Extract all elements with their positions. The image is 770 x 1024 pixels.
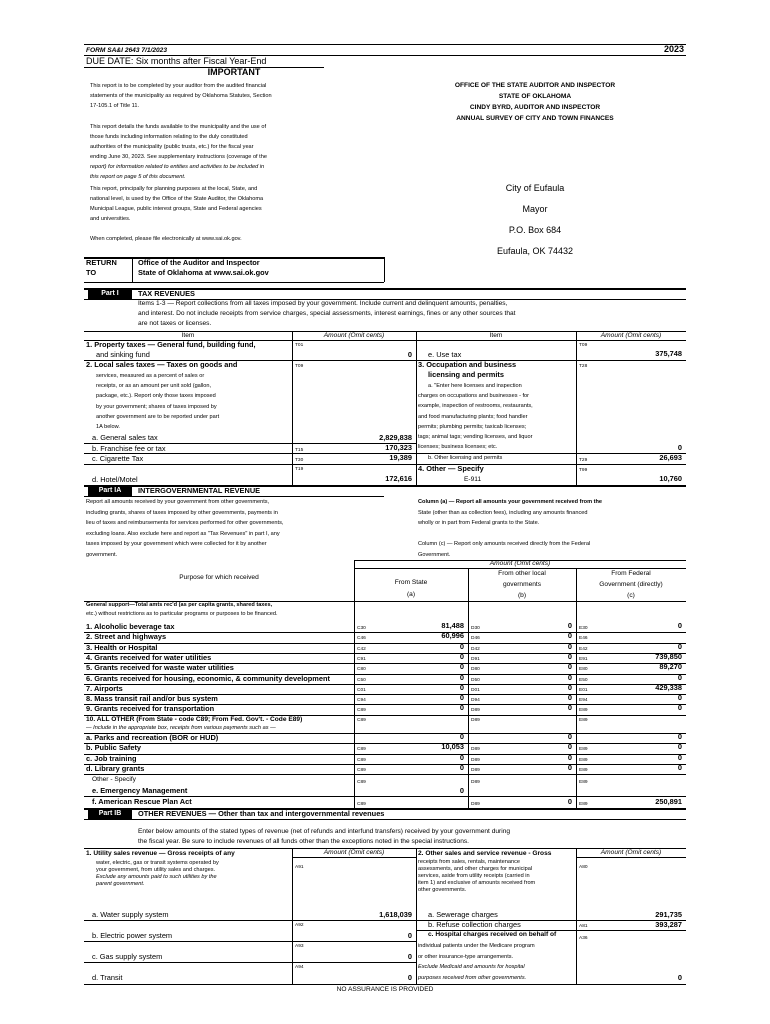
row-label: 9. Grants received for transportation — [86, 704, 215, 714]
value-refuse: 393,287 — [655, 920, 682, 929]
part-i-intro: Items 1-3 — Report collections from all taxes imposed by your government. Include current and delinquent amounts, penalties, and interest. Do not include receipts from service charges, special assessments, interest earnings, fines or any other sources that are not taxes or licenses. — [138, 300, 516, 327]
code-t19: T19 — [295, 467, 304, 472]
row-code-a: C89 — [357, 757, 366, 763]
row-code-a: C01 — [357, 687, 366, 693]
row-code-a: C89 — [357, 767, 366, 773]
occupation-desc: a. "Enter here licenses and inspection — [428, 383, 522, 389]
col-c-header: From Federal Government (directly) (c) — [599, 570, 663, 599]
row-code-c: E30 — [579, 626, 588, 631]
sewerage-charges: a. Sewerage charges — [428, 910, 498, 919]
row-value-c: 739,850 — [655, 651, 682, 661]
part-ia-title: INTERGOVERNMENTAL REVENUE — [138, 486, 261, 495]
water-supply: a. Water supply system — [92, 910, 169, 919]
electric-power: b. Electric power system — [92, 931, 173, 940]
row-code-b: D30 — [471, 626, 480, 631]
other-licensing: b. Other licensing and permits — [428, 455, 503, 461]
row-label: a. Parks and recreation (BOR or HUD) — [86, 733, 219, 742]
row-code-b: D46 — [471, 636, 480, 642]
row-code-a: C89 — [357, 708, 366, 714]
important-paragraph-2: This report details the funds available to the municipality and the use of those funds including information relating to the duly constituted authorities of the municipality (public trusts, etc.) for the fiscal year ending June 30, 2023. See supplementary instructions (coverage of the report) for information related to entities and activities to be included in this report on page 5 of this document. — [90, 124, 267, 180]
row-value-b: 0 — [567, 631, 572, 641]
row-value-a: 0 — [459, 693, 464, 703]
hospital-desc: individual patients under the Medicare program or other insurance-type arrangements. Exclude Medicaid and amounts for hospital purposes received from other governments. — [418, 943, 535, 981]
col-a-header: From State (a) — [394, 579, 428, 598]
property-taxes: 1. Property taxes — General fund, building fund, — [86, 340, 256, 349]
due-date: DUE DATE: Six months after Fiscal Year-End — [86, 56, 267, 66]
row-value-a: 60,996 — [441, 631, 464, 641]
row-code-a: C80 — [357, 667, 366, 673]
row-label: d. Library grants — [86, 763, 145, 773]
row-value-a: 0 — [459, 641, 464, 651]
local-sales-desc: services, measured as a percent of sales or receipts, or as an amount per unit sold (gallon, package, etc.). Report only those taxes imposed by your government; shares of taxes imposed by another government are to be reported under part 1A below. — [96, 373, 220, 431]
row-code-b: D91 — [471, 656, 480, 662]
row-code-b: D89 — [471, 708, 480, 714]
row-value-b: 0 — [567, 672, 572, 682]
footer-disclaimer: NO ASSURANCE IS PROVIDED — [336, 986, 434, 993]
row-value-a: 0 — [459, 682, 464, 692]
row-code-a: C89 — [357, 747, 366, 753]
hotel-motel-tax: d. Hotel/Motel — [92, 475, 138, 484]
code-t28: T28 — [579, 364, 588, 369]
value-emergency-management: 0 — [459, 786, 464, 795]
ib-amount-header: Amount (Omit cents) — [323, 849, 385, 856]
column-a-instructions: Column (a) — Report all amounts your government received from the State (other than as collection fees), including any amounts financed wholly or in part from Federal grants to the State. — [418, 499, 603, 527]
row-value-c: 89,270 — [659, 662, 682, 672]
row-value-c: 0 — [677, 703, 682, 713]
form-id: FORM SA&I 2643 7/1/2023 — [86, 47, 167, 54]
important-paragraph-3: This report, principally for planning purposes at the local, State, and national level, is used by the Office of the State Auditor, the Oklahoma Municipal League, public interest groups, State and Federal agencies and universities. — [90, 186, 264, 222]
value-occupation-licenses: 0 — [677, 443, 682, 452]
row-code-c: E42 — [579, 646, 588, 652]
value-general-sales-tax: 2,829,838 — [379, 433, 412, 442]
important-paragraph-4: When completed, please file electronically at www.sai.ok.gov. — [90, 236, 242, 242]
row-value-b: 0 — [567, 752, 572, 762]
ib-amount-header-2: Amount (Omit cents) — [600, 849, 662, 856]
row-value-b: 0 — [567, 621, 572, 630]
value-other-licensing: 26,693 — [659, 453, 682, 462]
value-property-taxes: 0 — [407, 350, 412, 359]
amount-header: Amount (Omit cents) — [489, 560, 551, 567]
row-value-a: 81,488 — [441, 621, 464, 630]
form-year: 2023 — [663, 44, 684, 54]
row-label: 1. Alcoholic beverage tax — [86, 622, 175, 631]
code-arp-c: E89 — [579, 802, 588, 807]
row-value-c: 0 — [677, 641, 682, 651]
gas-supply: c. Gas supply system — [92, 952, 163, 961]
row-label: 5. Grants received for waste water utilities — [86, 663, 234, 673]
row-code-a: C30 — [357, 626, 366, 631]
code-t29: T29 — [579, 458, 588, 463]
value-use-tax: 375,748 — [655, 349, 682, 358]
row-value-c: 0 — [677, 672, 682, 682]
row-label: 3. Health or Hospital — [86, 642, 158, 652]
property-taxes-2: and sinking fund — [96, 350, 150, 359]
row-label: 2. Street and highways — [86, 632, 167, 642]
row-label: 4. Grants received for water utilities — [86, 652, 212, 662]
other-specify: 4. Other — Specify — [418, 464, 484, 473]
row-value-b: 0 — [567, 762, 572, 772]
code-a92: A92 — [295, 923, 304, 928]
row-value-a: 10,053 — [441, 742, 464, 752]
row-code-c: E91 — [579, 656, 588, 662]
cigarette-tax: c. Cigarette Tax — [92, 454, 144, 463]
row-code-c: E89 — [579, 747, 588, 753]
code-other-a: C89 — [357, 780, 366, 785]
row-value-c: 0 — [677, 621, 682, 630]
row-code-a: C50 — [357, 677, 366, 683]
value-hotel-motel-tax: 172,616 — [385, 474, 412, 483]
value-sewerage: 291,735 — [655, 910, 682, 919]
row-code-c: E01 — [579, 687, 588, 693]
row-label: c. Job training — [86, 753, 137, 763]
all-other-label: 10. ALL OTHER (From State - code C89; From Fed. Gov't. - Code E89) — [86, 716, 303, 723]
value-hospital: 0 — [677, 973, 682, 982]
american-rescue-plan: f. American Rescue Plan Act — [92, 797, 192, 806]
code-all-other-c: E89 — [579, 718, 588, 723]
part-ib-intro: Enter below amounts of the stated types of revenue (net of refunds and interfund transfers) received by your government during the fiscal year. Be sure to include revenues of all funds other than the exceptions noted in the special instructions. — [138, 828, 511, 845]
row-value-a: 0 — [459, 672, 464, 682]
survey-form-page — [84, 44, 686, 1010]
row-divider — [84, 715, 686, 716]
other-specify-label: Other - Specify — [92, 776, 136, 783]
value-arp-b: 0 — [567, 797, 572, 806]
row-value-a: 0 — [459, 651, 464, 661]
part-ib-title: OTHER REVENUES — Other than tax and intergovernmental revenues — [138, 809, 385, 818]
code-t09-use: T09 — [579, 343, 588, 348]
code-a93: A93 — [295, 944, 304, 949]
code-arp-a: C89 — [357, 802, 366, 807]
part-i-title: TAX REVENUES — [138, 289, 195, 298]
code-a36: A36 — [579, 936, 588, 941]
row-code-a: C46 — [357, 636, 366, 642]
utility-sales-desc: 1. Utility sales revenue — Gross receipts of any water, electric, gas or transit systems operated by your government, from utility sales and charges. Exclude any amounts paid to such utilities by the parent government. — [86, 850, 235, 887]
value-electric-power: 0 — [407, 931, 412, 940]
purpose-header: Purpose for which received — [179, 574, 259, 581]
col-item-header: Item — [181, 332, 195, 339]
row-label: 6. Grants received for housing, economic, & community development — [86, 673, 330, 683]
value-other-tax: 10,760 — [659, 474, 682, 483]
other-sales-desc: 2. Other sales and service revenue - Gross receipts from sales, rentals, maintenance assessments, and other charges for municipal services, aside from utility receipts (carried in item 1) and exclusive of amounts received from other governments. — [418, 850, 552, 894]
row-code-c: E89 — [579, 757, 588, 763]
general-sales-tax: a. General sales tax — [92, 433, 158, 442]
column-c-instructions: Column (c) — Report only amounts received directly from the Federal Government. — [418, 541, 591, 558]
row-value-b: 0 — [567, 742, 572, 752]
code-all-other-a: C89 — [357, 718, 366, 723]
row-value-b: 0 — [567, 651, 572, 661]
part-ia-label: Part IA — [88, 486, 132, 496]
row-code-b: D89 — [471, 747, 480, 753]
row-value-c: 0 — [677, 762, 682, 772]
row-code-b: D50 — [471, 677, 480, 683]
row-label: 7. Airports — [86, 683, 123, 693]
row-value-b: 0 — [567, 682, 572, 692]
code-a94: A94 — [295, 965, 304, 970]
mailing-address: City of Eufaula Mayor P.O. Box 684 Eufaula, OK 74432 — [496, 183, 574, 256]
col-item-header-2: Item — [489, 332, 503, 339]
all-other-note: — Include in the appropriate box, receipts from various payments such as — — [86, 725, 276, 731]
row-code-c: E89 — [579, 708, 588, 714]
col-amount-header: Amount (Omit cents) — [323, 332, 385, 339]
row-value-a: 0 — [459, 732, 464, 741]
return-to-label: RETURN TO — [86, 258, 117, 277]
col-b-header: From other local governments (b) — [498, 570, 546, 599]
code-t01: T01 — [295, 343, 304, 348]
occupation-desc-2: charges on occupations and businesses - for example, inspection of restrooms, restaurants, and food manufacturing plants; food handler permits; plumbing permits; taxicab licenses; tags; animal tags; vending licenses, and liquor licenses; business licenses; etc. — [418, 393, 533, 451]
row-value-a: 0 — [459, 703, 464, 713]
row-code-c: E89 — [579, 767, 588, 773]
code-arp-b: D89 — [471, 802, 480, 807]
general-support: General support—Total amts rec'd (as per capita grants, shared taxes, etc.) without restrictions as to particular programs or purposes to be financed. — [86, 602, 278, 617]
occupation-licensing: 3. Occupation and business — [418, 360, 517, 369]
row-value-c: 0 — [677, 732, 682, 741]
row-value-c: 0 — [677, 693, 682, 703]
row-value-c: 0 — [677, 742, 682, 752]
part-ib-label: Part IB — [88, 809, 132, 819]
row-code-a: C91 — [357, 656, 366, 662]
refuse-collection: b. Refuse collection charges — [428, 920, 521, 929]
row-value-b: 0 — [567, 693, 572, 703]
occupation-licensing-2: licensing and permits — [428, 370, 504, 379]
code-t99: T99 — [579, 468, 588, 473]
use-tax: e. Use tax — [428, 350, 462, 359]
part-ia-instructions: Report all amounts received by your government from other governments, including grants, shares of taxes imposed by other governments, payments in lieu of taxes and reimbursements for services performed for other governments, excluding loans. Also exclude here and report as "Tax Revenues" in part I, any taxes imposed by your government which were collected for it by another government. — [86, 499, 284, 558]
row-code-a: C42 — [357, 646, 366, 652]
row-value-a: 0 — [459, 752, 464, 762]
code-t09: T09 — [295, 364, 304, 369]
row-label: b. Public Safety — [86, 743, 142, 753]
row-value-b: 0 — [567, 703, 572, 713]
row-code-b: D94 — [471, 698, 480, 704]
row-code-b: D89 — [471, 767, 480, 773]
row-value-a: 0 — [459, 662, 464, 672]
code-a81: A81 — [579, 924, 588, 929]
value-cigarette-tax: 19,389 — [389, 453, 412, 462]
col-amount-header-2: Amount (Omit cents) — [600, 332, 662, 339]
code-other-b: D89 — [471, 780, 480, 785]
row-code-c: E50 — [579, 677, 588, 683]
franchise-fee: b. Franchise fee or tax — [92, 444, 166, 453]
hospital-charges: c. Hospital charges received on behalf of — [428, 931, 557, 938]
row-code-b: D01 — [471, 687, 480, 693]
row-value-b: 0 — [567, 662, 572, 672]
code-a80: A80 — [579, 865, 588, 870]
row-code-c: E80 — [579, 667, 588, 673]
row-code-c: E94 — [579, 698, 588, 704]
code-all-other-b: D89 — [471, 718, 480, 723]
code-other-c: E89 — [579, 780, 588, 785]
value-transit: 0 — [407, 973, 412, 982]
important-paragraph-1: This report is to be completed by your auditor from the audited financial statements of the municipality as required by Oklahoma Statutes, Section 17-105.1 of Title 11. — [90, 83, 272, 109]
important-heading: IMPORTANT — [207, 67, 261, 77]
return-to-address: Office of the Auditor and Inspector State of Oklahoma at www.sai.ok.gov — [138, 258, 269, 277]
row-value-c: 429,338 — [655, 682, 682, 692]
row-value-b: 0 — [567, 641, 572, 651]
code-t15: T15 — [295, 448, 304, 453]
row-code-b: D42 — [471, 646, 480, 652]
row-code-b: D89 — [471, 757, 480, 763]
row-code-c: E46 — [579, 636, 588, 642]
row-value-a: 0 — [459, 762, 464, 772]
row-code-a: C94 — [357, 698, 366, 704]
value-gas-supply: 0 — [407, 952, 412, 961]
value-water-supply: 1,618,039 — [379, 910, 412, 919]
value-arp-c: 250,891 — [655, 797, 682, 806]
row-code-b: D80 — [471, 667, 480, 673]
local-sales-taxes: 2. Local sales taxes — Taxes on goods and — [86, 360, 238, 369]
code-t30: T30 — [295, 458, 304, 463]
code-a91: A91 — [295, 865, 304, 870]
row-divider — [84, 774, 686, 775]
office-heading: OFFICE OF THE STATE AUDITOR AND INSPECTOR STATE OF OKLAHOMA CINDY BYRD, AUDITOR AND INSPECTOR ANNUAL SURVEY OF CITY AND TOWN FINANCES — [454, 82, 616, 122]
row-value-b: 0 — [567, 732, 572, 741]
row-value-c: 0 — [677, 752, 682, 762]
emergency-management: e. Emergency Management — [92, 786, 188, 795]
other-e911: E-911 — [464, 476, 482, 483]
transit: d. Transit — [92, 973, 123, 982]
value-franchise-fee: 170,323 — [385, 443, 412, 452]
part-i-label: Part I — [88, 289, 132, 299]
row-label: 8. Mass transit rail and/or bus system — [86, 694, 218, 704]
